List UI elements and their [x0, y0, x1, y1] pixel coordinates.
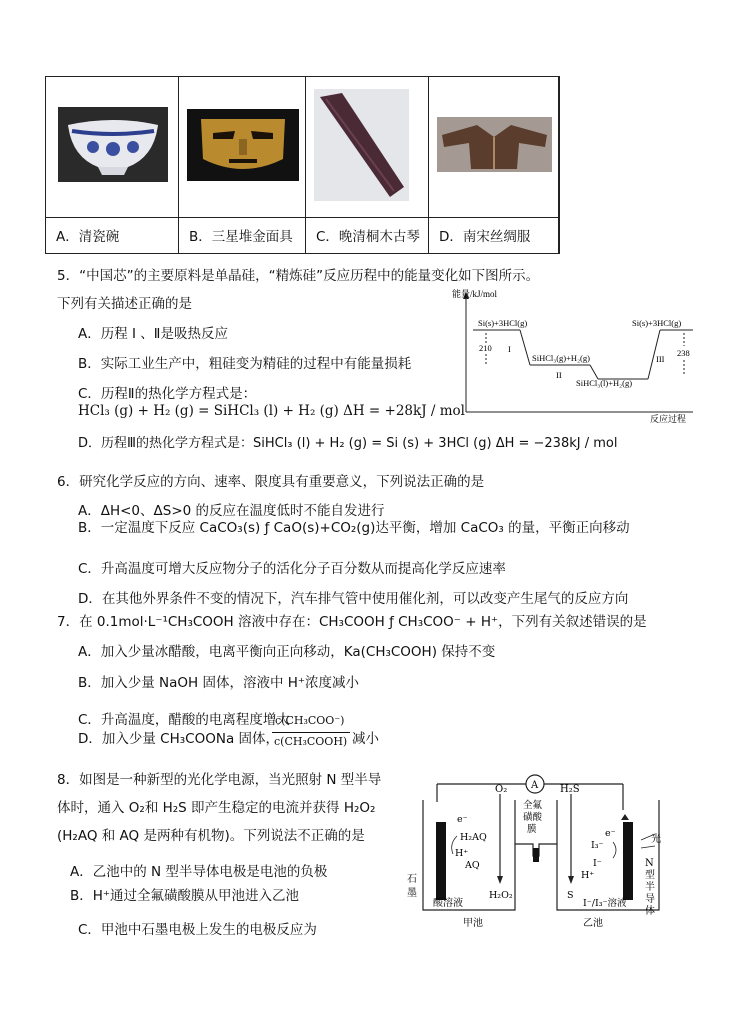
- membrane: [533, 848, 539, 862]
- n-semi-label-2: 半: [645, 882, 655, 893]
- energy-diagram: [448, 288, 698, 424]
- membrane-label-3: 膜: [527, 824, 537, 835]
- q8-line-1: 8．如图是一种新型的光化学电源，当光照射 N 型半导: [57, 772, 382, 788]
- step-3-energy: 238: [677, 348, 690, 358]
- hplus-label-left: H⁺: [455, 848, 469, 859]
- q7-fraction-denominator: c(CH₃COOH): [274, 735, 348, 748]
- artifact-label: A．清瓷碗: [56, 229, 120, 245]
- q8-option-b: B．H⁺通过全氟磺酸膜从甲池进入乙池: [70, 888, 300, 904]
- membrane-label-2: 磺酸: [523, 812, 543, 823]
- energy-axis-label: 能量/kJ/mol: [452, 289, 498, 299]
- acid-solution-label: 酸溶液: [433, 898, 463, 909]
- n-semi-label-0: N: [645, 858, 654, 869]
- q6-option-a: A．ΔH<0、ΔS>0 的反应在温度低时不能自发进行: [78, 503, 385, 519]
- q6-stem: 6．研究化学反应的方向、速率、限度具有重要意义，下列说法正确的是: [57, 474, 485, 490]
- n-semi-label-4: 体: [645, 906, 655, 917]
- q7-option-a: A．加入少量冰醋酸，电离平衡向正向移动，Ka(CH₃COOH) 保持不变: [78, 644, 496, 660]
- step-1-energy: 210: [479, 343, 492, 353]
- q8-line-3: (H₂AQ 和 AQ 是两种有机物)。下列说法不正确的是: [57, 828, 365, 844]
- level-1-label: Si(s)+3HCl(g): [478, 318, 528, 328]
- membrane-label-1: 全氟: [523, 800, 543, 811]
- fraction-bar: [272, 732, 350, 733]
- pool-b-label: 乙池: [583, 918, 603, 929]
- iodide-label: I⁻: [593, 858, 602, 869]
- q5-sub: 下列有关描述正确的是: [57, 296, 192, 312]
- q7-option-c: C．升高温度，醋酸的电离程度增大: [78, 712, 290, 728]
- artifact-cell-b: [179, 77, 306, 253]
- q6-option-d: D．在其他外界条件不变的情况下，汽车排气管中使用催化剂，可以改变产生尾气的反应方向: [78, 591, 629, 607]
- level-2-label: SiHCl₃(g)+H₂(g): [532, 353, 590, 363]
- oxygen-label: O₂: [495, 784, 508, 795]
- step-1-label: I: [508, 344, 511, 354]
- q5-option-c-equation: HCl₃ (g) + H₂ (g) = SiHCl₃ (l) + H₂ (g) ΔH = +28kJ / mol: [78, 403, 465, 419]
- q5-option-a: A．历程 Ⅰ 、Ⅱ是吸热反应: [78, 326, 228, 342]
- q5-stem: 5．“中国芯”的主要原料是单晶硅，“精炼硅”反应历程中的能量变化如下图所示。: [57, 268, 540, 284]
- n-semi-label-1: 型: [645, 870, 655, 881]
- level-4-label: Si(s)+3HCl(g): [632, 318, 682, 328]
- level-3-label: SiHCl₃(l)+H₂(g): [576, 378, 633, 388]
- artifact-label: D．南宋丝绸服: [439, 229, 531, 245]
- q7-option-b: B．加入少量 NaOH 固体，溶液中 H⁺浓度减小: [78, 675, 360, 691]
- photochemical-cell-diagram: [405, 770, 705, 930]
- q7-stem: 7．在 0.1mol·L⁻¹CH₃COOH 溶液中存在：CH₃COOH ƒ CH₃COO⁻ + H⁺，下列有关叙述错误的是: [57, 614, 647, 630]
- silk-robe-image: [437, 117, 552, 172]
- artifact-cell-a: [46, 77, 179, 253]
- q5-option-c: C．历程Ⅱ的热化学方程式是：: [78, 386, 257, 402]
- q6-option-b: B．一定温度下反应 CaCO₃(s) ƒ CaO(s)+CO₂(g)达平衡，增加 CaCO₃ 的量，平衡正向移动: [78, 520, 630, 536]
- q5-option-d: D．历程Ⅲ的热化学方程式是：SiHCl₃ (l) + H₂ (g) = Si (s) + 3HCl (g) ΔH = −238kJ / mol: [78, 436, 618, 451]
- h2o2-label: H₂O₂: [489, 890, 513, 901]
- q6-option-c: C．升高温度可增大反应物分子的活化分子百分数从而提高化学反应速率: [78, 561, 506, 577]
- graphite-label-1: 石: [407, 874, 417, 885]
- porcelain-bowl-image: [58, 107, 168, 182]
- artifact-table: [45, 76, 560, 254]
- h2s-label: H₂S: [560, 784, 580, 795]
- ammeter-label: A: [531, 780, 539, 791]
- q8-option-a: A．乙池中的 N 型半导体电极是电池的负极: [70, 864, 328, 880]
- graphite-label-2: 墨: [407, 888, 417, 899]
- triiodide-label: I₃⁻: [591, 840, 604, 851]
- iodide-solution-label: I⁻/I₃⁻溶液: [583, 898, 627, 909]
- q8-option-c: C．甲池中石墨电极上发生的电极反应为: [78, 922, 317, 938]
- artifact-label: B．三星堆金面具: [189, 229, 293, 245]
- artifact-cell-d: [429, 77, 559, 253]
- artifact-label: C．晚清桐木古琴: [316, 229, 420, 245]
- artifact-cell-c: [306, 77, 429, 253]
- gold-mask-image: [187, 109, 299, 181]
- q7-fraction-numerator: c(CH₃COO⁻): [275, 714, 345, 727]
- reaction-axis-label: 反应过程: [650, 414, 687, 424]
- q7-option-d-suffix: 减小: [352, 731, 379, 747]
- hplus-label-right: H⁺: [581, 870, 595, 881]
- aq-label: AQ: [465, 860, 480, 871]
- sulfur-label: S: [567, 890, 574, 901]
- guqin-image: [314, 89, 409, 201]
- graphite-electrode: [436, 822, 446, 900]
- step-3-label: III: [656, 354, 665, 364]
- electron-label-left: e⁻: [457, 814, 468, 825]
- light-label: 光: [651, 834, 661, 845]
- h2aq-label: H₂AQ: [460, 832, 487, 843]
- step-2-label: II: [556, 370, 562, 380]
- semiconductor-electrode: [623, 822, 633, 900]
- q7-option-d: D．加入少量 CH₃COONa 固体，: [78, 731, 280, 747]
- electron-label-right: e⁻: [605, 828, 616, 839]
- q8-line-2: 体时，通入 O₂和 H₂S 即产生稳定的电流并获得 H₂O₂: [57, 800, 376, 816]
- q5-option-b: B．实际工业生产中，粗硅变为精硅的过程中有能量损耗: [78, 356, 412, 372]
- n-semi-label-3: 导: [645, 894, 655, 905]
- pool-a-label: 甲池: [463, 918, 483, 929]
